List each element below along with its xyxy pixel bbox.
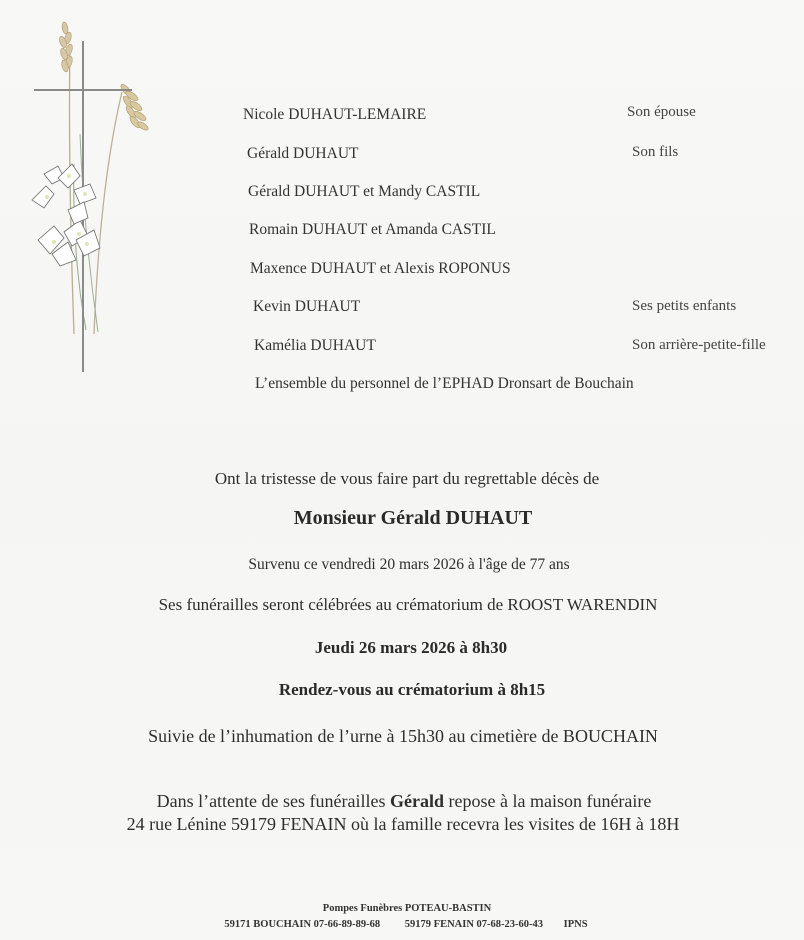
family-member-name: Kevin DUHAUT [253,298,361,315]
family-member-name: L’ensemble du personnel de l’EPHAD Dronsart de Bouchain [255,375,634,392]
burial-info: Suivie de l’inhumation de l’urne à 15h30 au cimetière de BOUCHAIN [148,726,658,746]
date-of-death: Survenu ce vendredi 20 mars 2026 à l'âge de 77 ans [248,556,570,573]
family-member-name: Kamélia DUHAUT [254,337,376,354]
rest-info [0,791,804,812]
family-relation: Son fils [632,144,679,160]
rest-suffix: repose à la maison funéraire [444,791,652,811]
ceremony-location: Ses funérailles seront célébrées au crématorium de ROOST WARENDIN [158,595,658,614]
family-member-name: Gérald DUHAUT et Mandy CASTIL [248,183,481,200]
family-member-name: Maxence DUHAUT et Alexis ROPONUS [250,260,511,277]
family-member-name: Romain DUHAUT et Amanda CASTIL [249,221,496,238]
cross-with-wheat-and-lilies-icon [14,14,164,379]
rest-prefix: Dans l’attente de ses funérailles [156,791,390,811]
rest-name: Gérald [390,791,444,811]
funeral-company: Pompes Funèbres POTEAU-BASTIN [322,903,492,914]
family-relation: Son arrière-petite-fille [632,337,766,353]
meeting-time: Rendez-vous au crématorium à 8h15 [278,680,546,699]
agency-fenain: 59179 FENAIN 07-68-23-60-43 [404,919,544,930]
ipns-label: IPNS [563,919,588,930]
ceremony-date: Jeudi 26 mars 2026 à 8h30 [314,638,508,657]
family-member-name: Gérald DUHAUT [247,145,359,162]
visits-info: 24 rue Lénine 59179 FENAIN où la famille recevra les visites de 16H à 18H [126,814,680,834]
agency-bouchain: 59171 BOUCHAIN 07-66-89-89-68 [224,919,381,930]
family-member-name: Nicole DUHAUT-LEMAIRE [243,106,427,123]
family-relation: Son épouse [627,104,696,120]
announcement-intro: Ont la tristesse de vous faire part du regrettable décès de [214,469,600,488]
funeral-contacts [0,919,804,930]
family-relation: Ses petits enfants [632,298,737,314]
deceased-name: Monsieur Gérald DUHAUT [293,507,533,529]
